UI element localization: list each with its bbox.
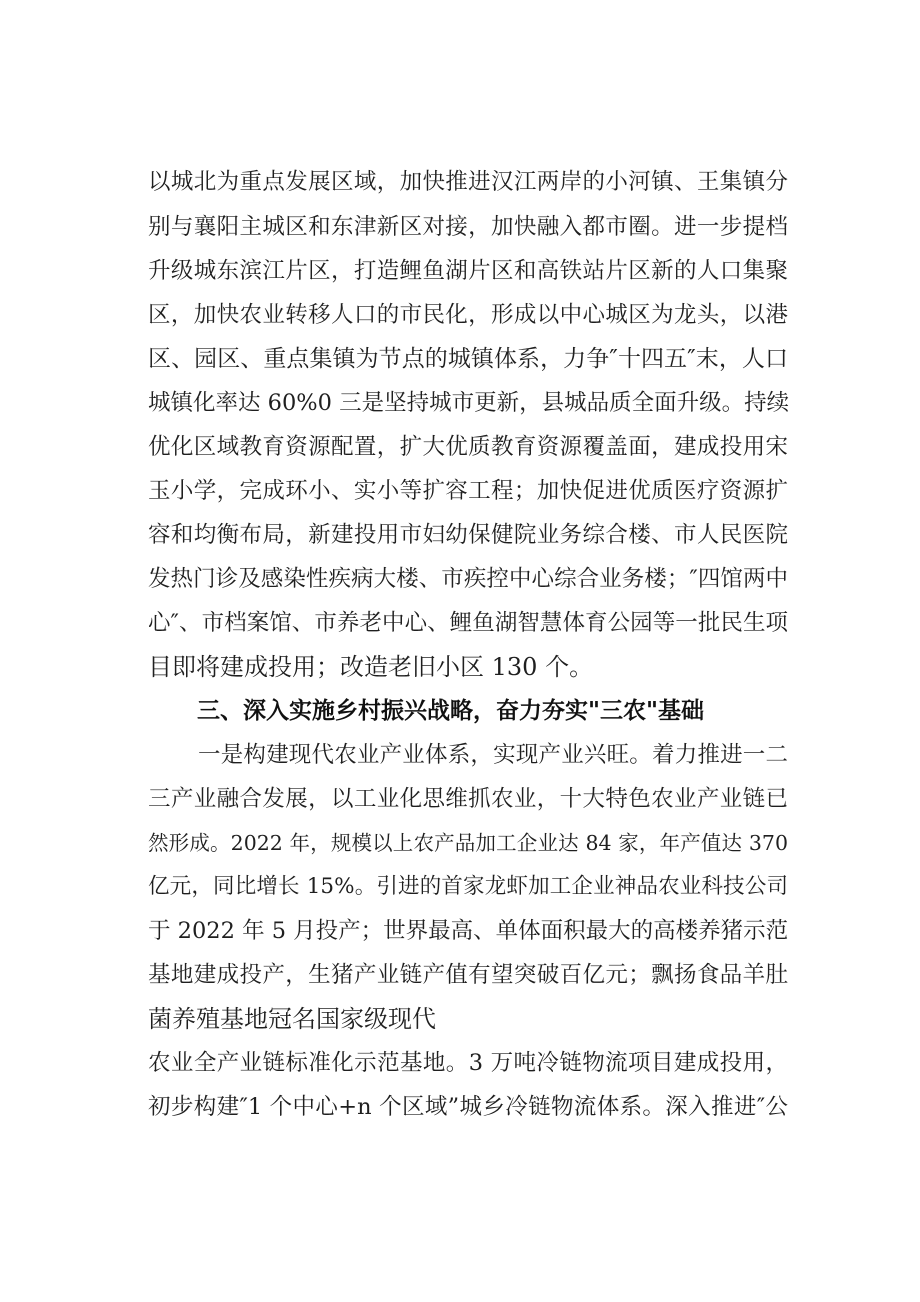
body-text-line: 亿元，同比增长 15%。引进的首家龙虾加工企业神品农业科技公司	[148, 874, 788, 899]
body-text-line: 于 2022 年 5 月投产；世界最高、单体面积最大的高楼养猪示范	[148, 918, 789, 944]
body-text-line: 别与襄阳主城区和东津新区对接，加快融入都市圈。进一步提档	[148, 214, 788, 240]
body-text-line: 农业全产业链标准化示范基地。3 万吨冷链物流项目建成投用，	[148, 1050, 788, 1076]
body-text-line: 基地建成投产，生猪产业链产值有望突破百亿元；飘扬食品羊肚	[148, 962, 788, 988]
body-text-line: 然形成。2022 年，规模以上农产品加工企业达 84 家，年产值达 370	[148, 831, 788, 855]
body-text-line: 心″、市档案馆、市养老中心、鲤鱼湖智慧体育公园等一批民生项	[148, 610, 788, 636]
section-heading: 三、深入实施乡村振兴战略，奋力夯实"三农"基础	[197, 698, 704, 724]
body-text-line: 一是构建现代农业产业体系，实现产业兴旺。着力推进一二	[198, 742, 788, 768]
body-text-line: 区，加快农业转移人口的市民化，形成以中心城区为龙头，以港	[148, 302, 788, 328]
body-text-line: 城镇化率达 60%0 三是坚持城市更新，县城品质全面升级。持续	[148, 390, 790, 416]
body-text-line: 玉小学，完成环小、实小等扩容工程；加快促进优质医疗资源扩	[148, 478, 788, 504]
body-text-line: 容和均衡布局，新建投用市妇幼保健院业务综合楼、市人民医院	[148, 522, 788, 548]
body-text-line: 三产业融合发展，以工业化思维抓农业，十大特色农业产业链已	[148, 786, 788, 812]
body-text-line: 发热门诊及感染性疾病大楼、市疾控中心综合业务楼；″四馆两中	[148, 566, 788, 592]
body-text-line: 区、园区、重点集镇为节点的城镇体系，力争″十四五″末，人口	[148, 346, 788, 372]
body-text-line: 初步构建″1 个中心+n 个区域”城乡冷链物流体系。深入推进″公	[148, 1094, 788, 1120]
body-text-line: 以城北为重点发展区域，加快推进汉江两岸的小河镇、王集镇分	[148, 169, 788, 195]
body-text-line: 目即将建成投用；改造老旧小区 130 个。	[148, 653, 594, 681]
body-text-line: 优化区域教育资源配置，扩大优质教育资源覆盖面，建成投用宋	[148, 434, 788, 460]
body-text-line: 升级城东滨江片区，打造鲤鱼湖片区和高铁站片区新的人口集聚	[148, 258, 788, 284]
body-text-line: 菌养殖基地冠名国家级现代	[148, 1005, 436, 1033]
